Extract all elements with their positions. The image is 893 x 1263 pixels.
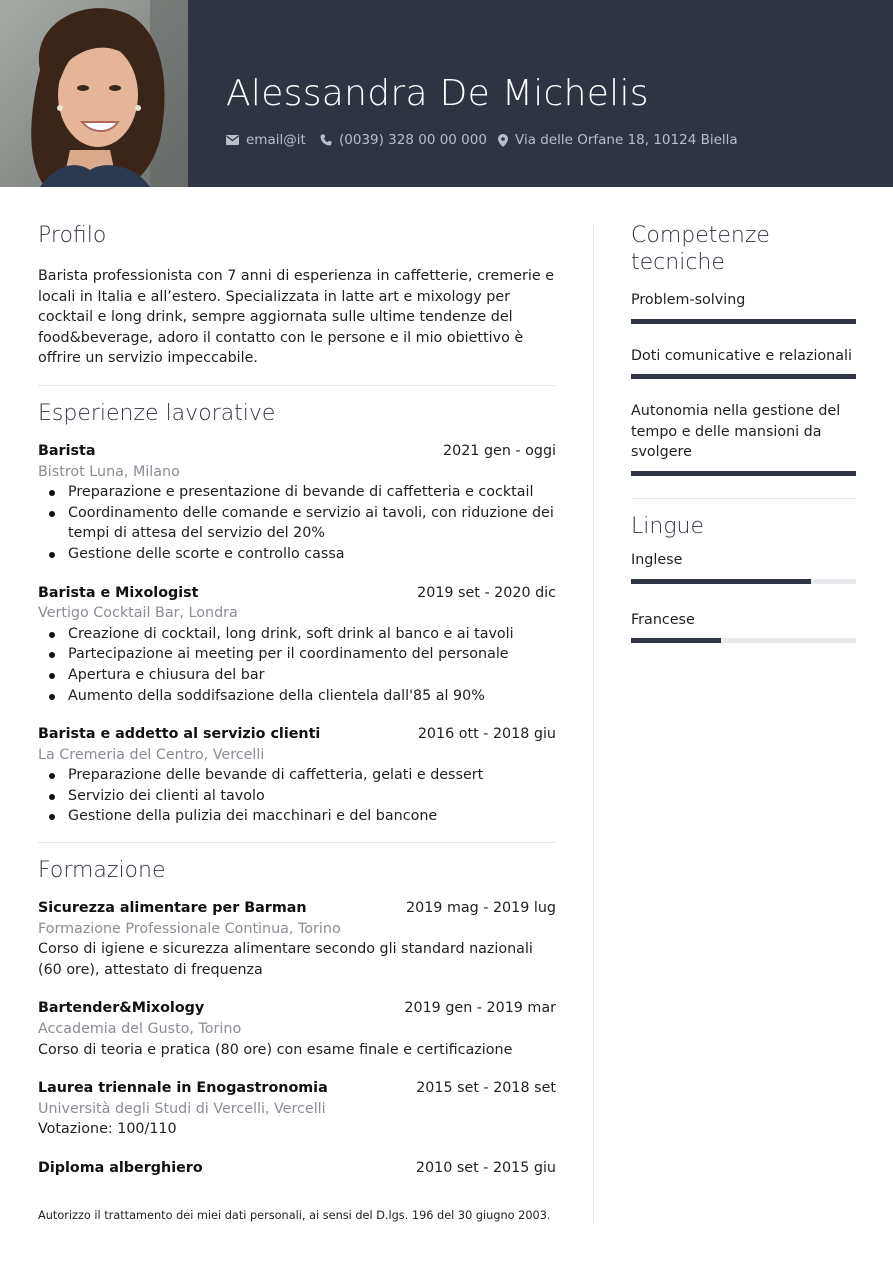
- skill-item: [631, 401, 856, 476]
- phone-icon: [320, 134, 332, 146]
- employer: Vertigo Cocktail Bar, Londra: [38, 605, 238, 622]
- contact-phone[interactable]: [320, 131, 487, 149]
- education-entry: [38, 998, 556, 1060]
- experience-entry: [38, 441, 556, 565]
- entry-header-row: [38, 898, 556, 919]
- profile-photo: [0, 0, 188, 187]
- entry-header-row: [38, 441, 556, 462]
- entry-header-row: [38, 1078, 556, 1099]
- column-divider: [593, 225, 594, 1225]
- duty-item: Gestione delle scorte e controllo cassa: [38, 544, 556, 565]
- job-duties: [38, 765, 556, 827]
- course-title: Diploma alberghiero: [38, 1160, 203, 1176]
- languages-heading: Lingue: [631, 513, 704, 539]
- language-level-fill: [631, 638, 721, 643]
- entry-header-row: [38, 998, 556, 1019]
- employer: Bistrot Luna, Milano: [38, 463, 180, 480]
- contact-address: [498, 131, 738, 149]
- education-entry: [38, 1078, 556, 1140]
- language-level-bar: [631, 638, 856, 643]
- skill-label: Autonomia nella gestione del tempo e delle mansioni da svolgere: [631, 403, 841, 461]
- job-title: Barista: [38, 442, 96, 459]
- language-item: [631, 610, 856, 644]
- course-title: Bartender&Mixology: [38, 1000, 205, 1017]
- course-title: Laurea triennale in Enogastronomia: [38, 1080, 328, 1097]
- duty-item: Creazione di cocktail, long drink, soft drink al banco e ai tavoli: [38, 624, 556, 645]
- job-title: Barista e Mixologist: [38, 584, 199, 601]
- location-pin-icon: [498, 134, 508, 147]
- duty-item: Coordinamento delle comande e servizio ai tavoli, con riduzione dei tempi di attesa del servizio del 20%: [38, 503, 556, 544]
- skill-item: [631, 290, 856, 324]
- contact-email[interactable]: [226, 131, 306, 149]
- skill-level-fill: [631, 374, 856, 379]
- skills-list: [631, 290, 856, 476]
- candidate-name: Alessandra De Michelis: [226, 73, 649, 114]
- skill-level-fill: [631, 471, 856, 476]
- languages-list: [631, 550, 856, 643]
- profile-heading: Profilo: [38, 223, 107, 248]
- language-label: Inglese: [631, 551, 683, 568]
- skill-label: Problem-solving: [631, 292, 746, 308]
- email-text: email@it: [246, 132, 306, 148]
- course-dates: 2015 set - 2018 set: [416, 1080, 556, 1097]
- duty-item: Apertura e chiusura del bar: [38, 665, 556, 686]
- education-entry: [38, 1158, 556, 1179]
- skill-level-fill: [631, 319, 856, 324]
- course-title: Sicurezza alimentare per Barman: [38, 900, 307, 917]
- main-column: [38, 222, 556, 1179]
- section-divider: [631, 498, 856, 499]
- skill-item: [631, 346, 856, 380]
- job-duties: [38, 624, 556, 706]
- job-dates: 2016 ott - 2018 giu: [417, 726, 556, 743]
- skill-level-bar: [631, 471, 856, 476]
- language-item: [631, 550, 856, 584]
- skill-level-bar: [631, 374, 856, 379]
- skill-level-bar: [631, 319, 856, 324]
- experience-list: [38, 441, 556, 827]
- sidebar-column: [631, 222, 856, 643]
- profile-text: Barista professionista con 7 anni di esperienza in caffetterie, cremerie e locali in Italia e all’estero. Specializzata in latte art e mixology per cocktail e long drink, sempre aggiornata sulle ultime tendenze del food&beverage, adoro il contatto con le persone e il mio obiettivo è offrire un servizio impeccabile.: [38, 268, 555, 367]
- section-divider: [38, 385, 556, 386]
- phone-text: (0039) 328 00 00 000: [339, 132, 487, 148]
- job-duties: [38, 482, 556, 564]
- address-text: Via delle Orfane 18, 10124 Biella: [515, 132, 738, 148]
- institution: Accademia del Gusto, Torino: [38, 1021, 242, 1038]
- duty-item: Partecipazione ai meeting per il coordinamento del personale: [38, 644, 556, 665]
- language-level-fill: [631, 579, 811, 584]
- duty-item: Gestione della pulizia dei macchinari e del bancone: [38, 806, 556, 827]
- education-heading: Formazione: [38, 858, 166, 884]
- experience-entry: [38, 724, 556, 827]
- duty-item: Servizio dei clienti al tavolo: [38, 786, 556, 807]
- header-banner: [0, 0, 893, 187]
- experience-heading: Esperienze lavorative: [38, 400, 276, 426]
- course-dates: 2010 set - 2015 giu: [415, 1160, 556, 1176]
- course-description: Votazione: 100/110: [38, 1121, 177, 1138]
- course-dates: 2019 mag - 2019 lug: [406, 900, 556, 917]
- institution: Università degli Studi di Vercelli, Vercelli: [38, 1100, 326, 1117]
- language-level-bar: [631, 579, 856, 584]
- section-divider: [38, 842, 556, 843]
- employer: La Cremeria del Centro, Vercelli: [38, 746, 265, 763]
- duty-item: Preparazione delle bevande di caffetteria, gelati e dessert: [38, 765, 556, 786]
- entry-header-row: [38, 724, 556, 745]
- mail-icon: [226, 135, 239, 145]
- job-dates: 2019 set - 2020 dic: [417, 584, 556, 601]
- entry-header-row: [38, 1158, 556, 1179]
- course-description: Corso di teoria e pratica (80 ore) con esame finale e certificazione: [38, 1041, 513, 1058]
- education-entry: [38, 898, 556, 980]
- course-dates: 2019 gen - 2019 mar: [404, 1000, 556, 1017]
- experience-entry: [38, 583, 556, 707]
- institution: Formazione Professionale Continua, Torino: [38, 920, 341, 937]
- skills-heading: Competenze tecniche: [631, 223, 770, 275]
- course-description: Corso di igiene e sicurezza alimentare secondo gli standard nazionali (60 ore), attestato di frequenza: [38, 941, 533, 978]
- duty-item: Aumento della soddifsazione della clientela dall'85 al 90%: [38, 686, 556, 707]
- job-dates: 2021 gen - oggi: [443, 442, 556, 459]
- entry-header-row: [38, 583, 556, 604]
- education-list: [38, 898, 556, 1179]
- privacy-consent: Autorizzo il trattamento dei miei dati personali, ai sensi del D.lgs. 196 del 30 giugno 2003.: [38, 1209, 551, 1222]
- job-title: Barista e addetto al servizio clienti: [38, 726, 321, 743]
- duty-item: Preparazione e presentazione di bevande di caffetteria e cocktail: [38, 482, 556, 503]
- language-label: Francese: [631, 611, 695, 628]
- skill-label: Doti comunicative e relazionali: [631, 347, 852, 364]
